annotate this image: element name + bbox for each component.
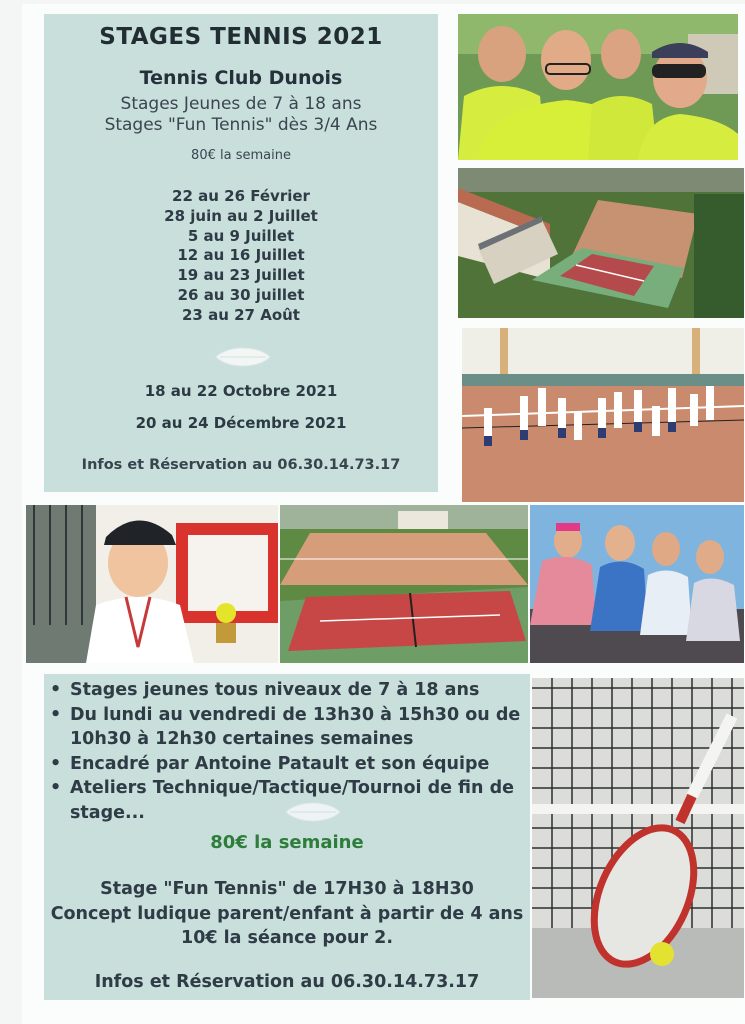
leaf-icon — [284, 799, 342, 825]
date-item: 28 juin au 2 Juillet — [164, 206, 318, 225]
leaf-icon — [214, 344, 272, 370]
youth-age-line: Stages Jeunes de 7 à 18 ans — [120, 94, 362, 114]
weekly-price: 80€ la semaine — [191, 148, 291, 163]
date-item: 19 au 23 Juillet — [177, 266, 305, 285]
fun-tennis-age-line: Stages "Fun Tennis" dès 3/4 Ans — [104, 115, 378, 135]
fun-tennis-concept: Concept ludique parent/enfant à partir de 4 ans — [50, 903, 524, 924]
club-name: Tennis Club Dunois — [139, 67, 343, 89]
dates-list — [44, 187, 438, 326]
club-aerial-photo — [458, 168, 744, 318]
contact-info-top: Infos et Réservation au 06.30.14.73.17 — [81, 457, 401, 473]
kids-jumping-photo — [462, 328, 744, 502]
fun-tennis-price: 10€ la séance pour 2. — [181, 928, 393, 948]
coaches-photo — [458, 14, 738, 160]
date-item: 22 au 26 Février — [172, 187, 310, 205]
list-item: • Stages jeunes tous niveaux de 7 à 18 ans — [50, 680, 480, 700]
price-highlight: 80€ la semaine — [210, 832, 364, 853]
date-item: 5 au 9 Juillet — [187, 226, 295, 245]
trophy-boy-photo — [26, 505, 278, 663]
december-session: 20 au 24 Décembre 2021 — [135, 414, 347, 432]
list-item: • Du lundi au vendredi de 13h30 à 15h30 ou de 10h30 à 12h30 certaines semaines — [50, 704, 521, 749]
october-session: 18 au 22 Octobre 2021 — [144, 382, 338, 400]
date-item: 26 au 30 juillet — [177, 285, 305, 304]
list-item: • Ateliers Technique/Tactique/Tournoi de fin de stage... — [50, 778, 514, 823]
date-item: 12 au 16 Juillet — [177, 246, 305, 265]
date-item: 23 au 27 Août — [182, 305, 300, 324]
clay-courts-photo — [280, 505, 528, 663]
contact-info-bottom: Infos et Réservation au 06.30.14.73.17 — [94, 972, 480, 992]
list-item: • Encadré par Antoine Patault et son équipe — [50, 753, 490, 774]
girls-team-photo — [530, 505, 744, 663]
flyer-title: STAGES TENNIS 2021 — [99, 24, 383, 50]
racket-net-photo — [532, 678, 744, 998]
fun-tennis-block — [44, 877, 530, 951]
fun-tennis-schedule: Stage "Fun Tennis" de 17H30 à 18H30 — [100, 879, 474, 899]
